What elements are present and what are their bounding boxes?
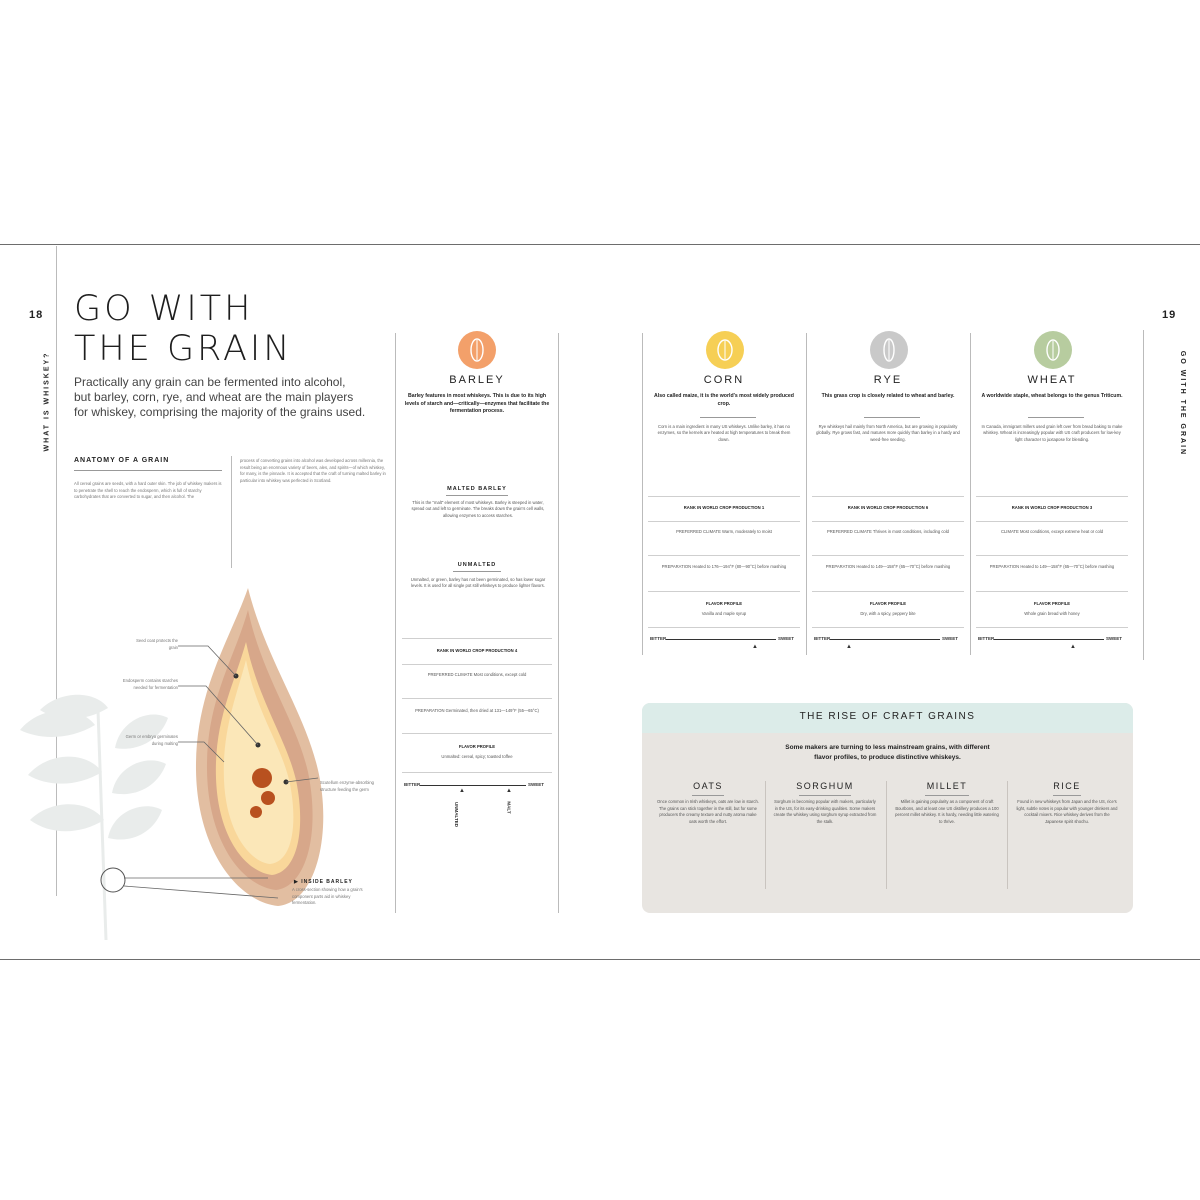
barley-preparation: PREPARATION Germinated, then dried at 131—149°F (55—65°C) xyxy=(415,708,539,713)
barley-divider-5 xyxy=(402,772,552,773)
barley-sweet: SWEET xyxy=(528,782,545,787)
barley-flavor-label: FLAVOR PROFILE xyxy=(458,744,496,749)
wheat-marker: ▲ xyxy=(1070,644,1076,650)
corn-rule-right xyxy=(806,333,807,655)
rye-intro: This grass crop is closely related to wheat and barley. xyxy=(821,393,955,399)
corn-bitter: BITTER xyxy=(650,636,667,641)
anatomy-column-divider xyxy=(231,456,232,568)
wheat-ear-illustration xyxy=(20,695,168,940)
wheat-scale-line xyxy=(994,639,1104,640)
wheat-divider-2 xyxy=(976,521,1128,522)
running-head-right: GO WITH THE GRAIN xyxy=(1179,350,1187,457)
rye-marker: ▲ xyxy=(846,644,852,650)
corn-climate: PREFERRED CLIMATE Warm, moderately to moist xyxy=(676,529,772,534)
page-title xyxy=(74,289,292,369)
barley-divider-2 xyxy=(402,664,552,665)
malted-barley-text: This is the "malt" element of most whiskeys. Barley is steeped in water, spread out and left to germinate. The breaks down the grain's cell walls, allowing enzymes to access starches. xyxy=(411,500,545,518)
craft-grain-sorghum xyxy=(773,781,877,825)
barley-climate: PREFERRED CLIMATE Most conditions, except cold xyxy=(427,672,527,677)
intro-line-2: but barley, corn, rye, and wheat are the main players xyxy=(74,390,354,404)
right-margin-rule xyxy=(1143,330,1144,660)
label-scutellum: Scutellum enzyme-absorbing structure feeding the germ xyxy=(320,780,374,792)
title-line-1: GO WITH xyxy=(74,289,254,329)
sorghum-text: Sorghum is becoming popular with makers, particularly in the US, for its easy-drinking qualities. Some makers create the whiskey using sorghum syrup extracted from the stalk. xyxy=(773,799,877,824)
wheat-rank: RANK IN WORLD CROP PRODUCTION 3 xyxy=(1011,505,1093,510)
rice-rule xyxy=(1053,795,1081,796)
barley-bitter: BITTER xyxy=(404,782,421,787)
barley-intro: Barley features in most whiskeys. This is due to its high levels of starch and—critically—enzymes that facilitate the fermentation process. xyxy=(404,393,550,415)
rye-climate: PREFERRED CLIMATE Thrives in most conditions, including cold xyxy=(826,529,950,534)
corn-scale-line xyxy=(666,639,776,640)
inside-barley-caption: A cross-section showing how a grain's component parts aid in whiskey fermentation. xyxy=(292,887,363,906)
rice-text: Found in new whiskeys from Japan and the US, rice's light, subtle notes is popular with younger drinkers and cocktail mixers. Rice whiskey derives from the Japanese spirit shochu. xyxy=(1016,799,1118,824)
rye-divider-1 xyxy=(812,496,964,497)
barley-rule-right xyxy=(558,333,559,913)
unmalted-heading: UNMALTED xyxy=(457,562,497,568)
corn-divider-4 xyxy=(648,591,800,592)
intro-paragraph xyxy=(74,375,384,420)
intro-line-1: Practically any grain can be fermented into alcohol, xyxy=(74,375,346,389)
corn-preparation: PREPARATION Heated to 176—194°F (80—90°C) before mashing xyxy=(661,564,787,569)
sorghum-rule xyxy=(799,795,851,796)
millet-text: Millet is gaining popularity as a component of craft Bourbons, and at least one US distillery produces a 100 percent millet whiskey. It is hardy, needing little watering to thrive. xyxy=(895,799,999,824)
barley-divider-1 xyxy=(402,638,552,639)
rye-grain-icon xyxy=(870,331,908,369)
wheat-flavor: Whole grain bread with honey xyxy=(1024,611,1080,616)
wheat-climate: CLIMATE Most conditions, except extreme heat or cold xyxy=(1000,529,1104,534)
running-head-left: WHAT IS WHISKEY? xyxy=(43,351,51,452)
wheat-preparation: PREPARATION Heated to 149—158°F (65—70°C) before mashing xyxy=(989,564,1115,569)
barley-flavor: Unmalted: cereal, spicy; toasted toffee xyxy=(441,754,513,759)
wheat-title: WHEAT xyxy=(1027,374,1077,386)
barley-grain-icon xyxy=(458,331,496,369)
craft-grain-oats xyxy=(656,781,760,825)
triangle-bullet-icon: ▶ xyxy=(294,879,299,885)
craft-grains-title: THE RISE OF CRAFT GRAINS xyxy=(799,711,976,722)
rye-preparation: PREPARATION Heated to 149—158°F (65—70°C) before mashing xyxy=(825,564,951,569)
craft-grain-millet xyxy=(895,781,999,825)
page-number-right: 19 xyxy=(1162,309,1177,321)
barley-marker-unmalted-label: UNMALTED xyxy=(453,802,459,827)
wheat-flavor-label: FLAVOR PROFILE xyxy=(1033,601,1071,606)
wheat-divider-1 xyxy=(976,496,1128,497)
corn-divider-5 xyxy=(648,627,800,628)
inside-barley-heading xyxy=(294,879,353,885)
title-line-2: THE GRAIN xyxy=(74,329,293,369)
wheat-text: In Canada, immigrant millers used grain left over from bread baking to make whiskey. Wheat is increasingly popular with US craft producers for low-key light character to juxtapose for blending. xyxy=(981,424,1123,442)
wheat-divider-4 xyxy=(976,591,1128,592)
label-seed-coat: Seed coat protects the grain xyxy=(136,638,178,650)
unmalted-rule xyxy=(453,571,501,572)
page-number-left: 18 xyxy=(29,309,44,321)
anatomy-column-1: All cereal grains are seeds, with a hard outer skin. The job of whiskey makers is to penetrate the shell to reach the endosperm, which is full of starchy carbohydrates that are converted to sugar, and then alcohol. The xyxy=(74,481,222,500)
rye-text: Rye whiskeys hail mainly from North America, but are growing in popularity globally. Rye grows fast, and matures more quickly than barley in a hardy and weed-free seeding. xyxy=(816,424,960,442)
rye-flavor-label: FLAVOR PROFILE xyxy=(869,601,907,606)
rye-intro-rule xyxy=(864,417,920,418)
craft-intro-line-1: Some makers are turning to less mainstream grains, with different xyxy=(785,744,990,751)
sorghum-title: SORGHUM xyxy=(796,781,854,791)
corn-marker: ▲ xyxy=(752,644,758,650)
craft-divider-2 xyxy=(886,781,887,889)
craft-divider-3 xyxy=(1007,781,1008,889)
rye-flavor: Dry, with a spicy, peppery bite xyxy=(860,611,916,616)
wheat-intro: A worldwide staple, wheat belongs to the genus Triticum. xyxy=(981,393,1123,399)
anatomy-heading-rule xyxy=(74,470,222,471)
millet-rule xyxy=(925,795,969,796)
barley-title: BARLEY xyxy=(449,374,505,386)
corn-divider-2 xyxy=(648,521,800,522)
millet-title: MILLET xyxy=(926,781,968,791)
corn-divider-1 xyxy=(648,496,800,497)
inside-barley-label: INSIDE BARLEY xyxy=(301,879,353,885)
wheat-grain-icon xyxy=(1034,331,1072,369)
unmalted-text: Unmalted, or green, barley has not been germinated, so has lower sugar levels. It is used for all single pot still whiskeys to produce lighter flavors. xyxy=(410,577,546,589)
anatomy-heading: ANATOMY OF A GRAIN xyxy=(74,457,170,464)
wheat-bitter: BITTER xyxy=(978,636,995,641)
corn-flavor: Vanilla and maple syrup xyxy=(701,611,747,616)
malted-barley-heading: MALTED BARLEY xyxy=(447,486,507,492)
intro-line-3: for whiskey, comprising the majority of the grains used. xyxy=(74,405,366,419)
rye-sweet: SWEET xyxy=(942,636,959,641)
barley-marker-unmalted: ▲ xyxy=(459,788,465,794)
rye-rank: RANK IN WORLD CROP PRODUCTION 6 xyxy=(847,505,929,510)
corn-rank: RANK IN WORLD CROP PRODUCTION 1 xyxy=(683,505,765,510)
barley-scale-line xyxy=(420,785,526,786)
rye-divider-4 xyxy=(812,591,964,592)
wheat-divider-3 xyxy=(976,555,1128,556)
rye-divider-2 xyxy=(812,521,964,522)
oats-text: Once common in Irish whiskeys, oats are low in starch. The grains can stick together in the still, but for some producers the creamy texture and nutty aroma make oats worth the effort. xyxy=(657,799,759,824)
corn-intro-rule xyxy=(700,417,756,418)
barley-marker-malt: ▲ xyxy=(506,788,512,794)
malted-rule xyxy=(446,495,508,496)
rice-title: RICE xyxy=(1053,781,1081,791)
craft-intro xyxy=(702,743,1073,763)
oats-rule xyxy=(692,795,724,796)
anatomy-column-2: process of converting grains into alcohol was developed across millennia, the result being an enormous variety of beers, ales, and spirits—of which whiskey, for many, is the pinnacle. It is accepted that the craft of turning malted barley in particular into whiskey was perfected in Scotland. xyxy=(240,458,386,483)
barley-rank: RANK IN WORLD CROP PRODUCTION 4 xyxy=(436,648,518,653)
craft-grains-panel xyxy=(642,703,1133,913)
oats-title: OATS xyxy=(693,781,723,791)
barley-divider-4 xyxy=(402,733,552,734)
label-germ: Germ or embryo germinates during malting xyxy=(125,734,178,746)
rye-bitter: BITTER xyxy=(814,636,831,641)
rye-scale-line xyxy=(830,639,940,640)
rye-divider-5 xyxy=(812,627,964,628)
corn-rule-left xyxy=(642,333,643,655)
wheat-intro-rule xyxy=(1028,417,1084,418)
craft-intro-line-2: flavor profiles, to produce distinctive whiskeys. xyxy=(814,754,961,761)
rye-divider-3 xyxy=(812,555,964,556)
corn-flavor-label: FLAVOR PROFILE xyxy=(705,601,743,606)
corn-text: Corn is a main ingredient in many US whiskeys. Unlike barley, it has no enzymes, so the kernels are heated at high temperatures to break them down. xyxy=(657,424,791,442)
rye-rule-right xyxy=(970,333,971,655)
corn-intro: Also called maize, it is the world's most widely produced crop. xyxy=(654,393,794,407)
label-endosperm: Endosperm contains starches needed for fermentation xyxy=(122,678,178,690)
craft-grain-rice xyxy=(1015,781,1119,825)
corn-divider-3 xyxy=(648,555,800,556)
rye-title: RYE xyxy=(873,374,903,386)
barley-marker-malt-label: MALT xyxy=(506,801,512,814)
barley-seed-cross-section xyxy=(196,588,323,906)
corn-sweet: SWEET xyxy=(778,636,795,641)
barley-rule-left xyxy=(395,333,396,913)
wheat-sweet: SWEET xyxy=(1106,636,1123,641)
corn-title: CORN xyxy=(703,374,745,386)
barley-divider-3 xyxy=(402,698,552,699)
craft-divider-1 xyxy=(765,781,766,889)
wheat-divider-5 xyxy=(976,627,1128,628)
corn-grain-icon xyxy=(706,331,744,369)
